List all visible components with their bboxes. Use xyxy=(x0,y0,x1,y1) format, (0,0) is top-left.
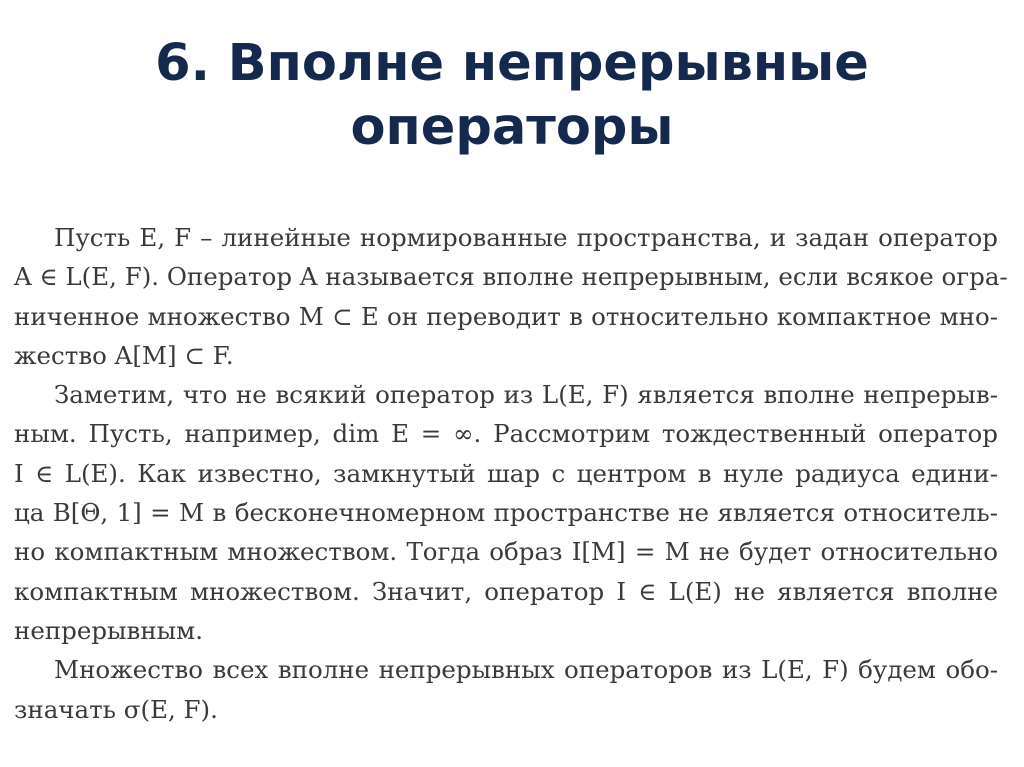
paragraph-notation xyxy=(14,650,998,729)
text-line: но компактным множеством. Тогда образ I[M] = M не будет относительно xyxy=(14,537,998,567)
text-line: I ∈ L(E). Как известно, замкнутый шар с центром в нуле радиуса едини- xyxy=(14,458,998,488)
paragraph-definition xyxy=(14,218,1008,375)
title-line: 6. Вполне непрерывные xyxy=(155,34,869,93)
slide-body xyxy=(14,218,1008,729)
text-line: непрерывным. xyxy=(14,615,203,645)
text-line: ным. Пусть, например, dim E = ∞. Рассмотрим тождественный оператор xyxy=(14,419,998,449)
text-line: A ∈ L(E, F). Оператор A называется вполне непрерывным, если всякое огра- xyxy=(14,262,1008,292)
text-line: Заметим, что не всякий оператор из L(E, F) является вполне непрерыв- xyxy=(54,380,998,410)
text-line: ниченное множество M ⊂ E он переводит в относительно компактное мно- xyxy=(14,301,998,331)
text-line: значать σ(E, F). xyxy=(14,694,218,724)
text-line: компактным множеством. Значит, оператор I ∈ L(E) не является вполне xyxy=(14,576,998,606)
text-line: Пусть E, F – линейные нормированные пространства, и задан оператор xyxy=(54,223,998,252)
text-line: ца B[Θ, 1] = M в бесконечномерном пространстве не является относитель- xyxy=(14,498,998,528)
paragraph-example xyxy=(14,375,998,650)
title-line: операторы xyxy=(350,98,674,157)
slide-title xyxy=(0,32,1024,160)
text-line: жество A[M] ⊂ F. xyxy=(14,340,234,370)
text-line: Множество всех вполне непрерывных операторов из L(E, F) будем обо- xyxy=(54,655,998,685)
